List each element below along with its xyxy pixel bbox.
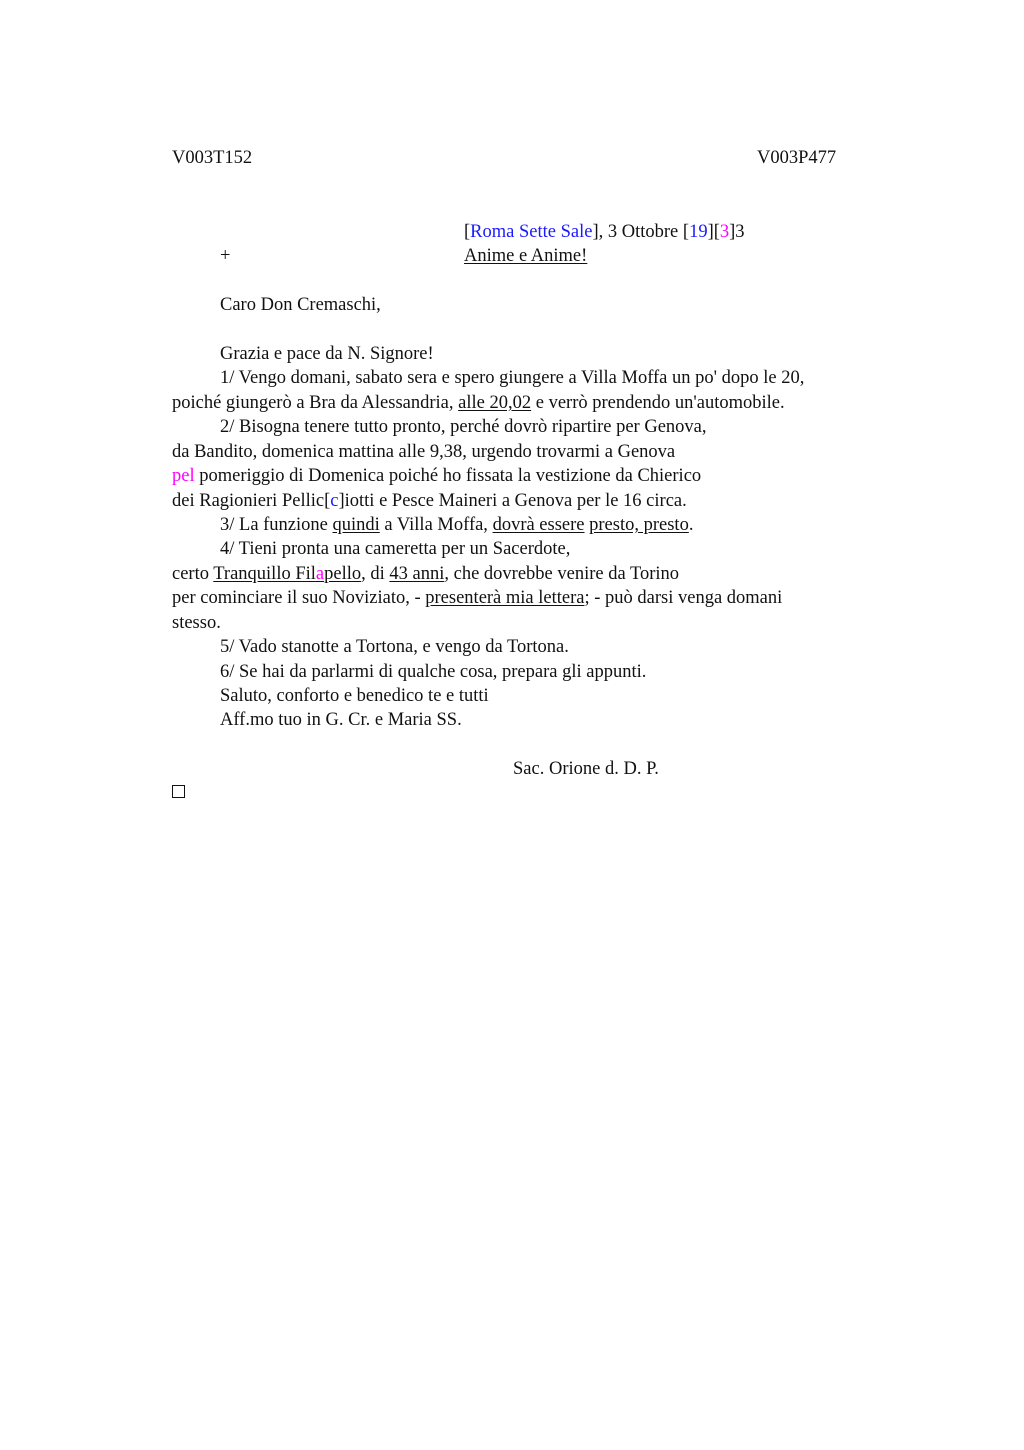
text-segment: , di xyxy=(361,564,390,584)
dateline-year-end: ]3 xyxy=(729,222,745,242)
highlighted-text: pel xyxy=(172,466,195,486)
closing-line-1: Saluto, conforto e benedico te e tutti xyxy=(220,686,489,706)
paragraph-2-line-4 xyxy=(172,489,687,513)
paragraph-6: 6/ Se hai da parlarmi di qualche cosa, prepara gli appunti. xyxy=(220,662,647,682)
signature: Sac. Orione d. D. P. xyxy=(513,759,659,779)
end-mark-square xyxy=(172,785,185,798)
document-code-left: V003T152 xyxy=(172,148,253,168)
paragraph-2-line-3 xyxy=(172,464,701,488)
paragraph-3 xyxy=(220,513,693,537)
paragraph-4-line-1: 4/ Tieni pronta una cameretta per un Sacerdote, xyxy=(220,539,571,559)
dateline-year-a: 19 xyxy=(689,222,708,242)
text-segment: . xyxy=(688,515,694,535)
underlined-text: presto, presto xyxy=(589,515,689,535)
text-segment: certo xyxy=(172,564,214,584)
text-segment: poiché giungerò a Bra da Alessandria, xyxy=(172,393,459,413)
underlined-text: 43 anni xyxy=(389,564,445,584)
paragraph-2-line-1: 2/ Bisogna tenere tutto pronto, perché dovrò ripartire per Genova, xyxy=(220,417,707,437)
text-segment: e verrò prendendo un'automobile. xyxy=(531,393,785,413)
underlined-name xyxy=(213,564,361,584)
document-code-right: V003P477 xyxy=(757,148,837,168)
underlined-text: presenterà mia lettera xyxy=(425,588,585,608)
text-segment: per cominciare il suo Noviziato, - xyxy=(172,588,426,608)
highlighted-letter: a xyxy=(315,564,325,584)
editorial-insertion: c xyxy=(330,491,339,511)
greeting: Grazia e pace da N. Signore! xyxy=(220,344,434,364)
text-segment: pomeriggio di Domenica poiché ho fissata la vestizione da Chierico xyxy=(194,466,702,486)
dateline-open-bracket: [ xyxy=(464,222,471,242)
text-segment: a Villa Moffa, xyxy=(379,515,493,535)
dateline xyxy=(464,220,745,244)
salutation: Caro Don Cremaschi, xyxy=(220,295,381,315)
paragraph-4-line-4: stesso. xyxy=(172,613,221,633)
dateline-mid: ][ xyxy=(707,222,720,242)
paragraph-4-line-2 xyxy=(172,562,679,586)
text-segment: , che dovrebbe venire da Torino xyxy=(444,564,680,584)
name-part: pello xyxy=(324,564,362,584)
dateline-year-b: 3 xyxy=(719,222,730,242)
paragraph-4-line-3 xyxy=(172,586,782,610)
underlined-text: quindi xyxy=(332,515,380,535)
underlined-text: dovrà essere xyxy=(492,515,585,535)
paragraph-1-line-2 xyxy=(172,391,785,415)
text-segment: ]iotti e Pesce Maineri a Genova per le 16 circa. xyxy=(338,491,687,511)
name-part: Tranquillo Fil xyxy=(213,564,316,584)
paragraph-1-line-1: 1/ Vengo domani, sabato sera e spero giungere a Villa Moffa un po' dopo le 20, xyxy=(220,368,805,388)
cross-symbol: + xyxy=(220,246,231,266)
closing-line-2: Aff.mo tuo in G. Cr. e Maria SS. xyxy=(220,710,462,730)
dateline-date: ], 3 Ottobre [ xyxy=(592,222,690,242)
text-segment: ; - può darsi venga domani xyxy=(584,588,783,608)
motto: Anime e Anime! xyxy=(464,246,588,266)
paragraph-5: 5/ Vado stanotte a Tortona, e vengo da Tortona. xyxy=(220,637,569,657)
paragraph-2-line-2: da Bandito, domenica mattina alle 9,38, urgendo trovarmi a Genova xyxy=(172,442,676,462)
text-segment: dei Ragionieri Pellic[ xyxy=(172,491,331,511)
dateline-place: Roma Sette Sale xyxy=(470,222,593,242)
underlined-text: alle 20,02 xyxy=(458,393,532,413)
text-segment: 3/ La funzione xyxy=(220,515,333,535)
